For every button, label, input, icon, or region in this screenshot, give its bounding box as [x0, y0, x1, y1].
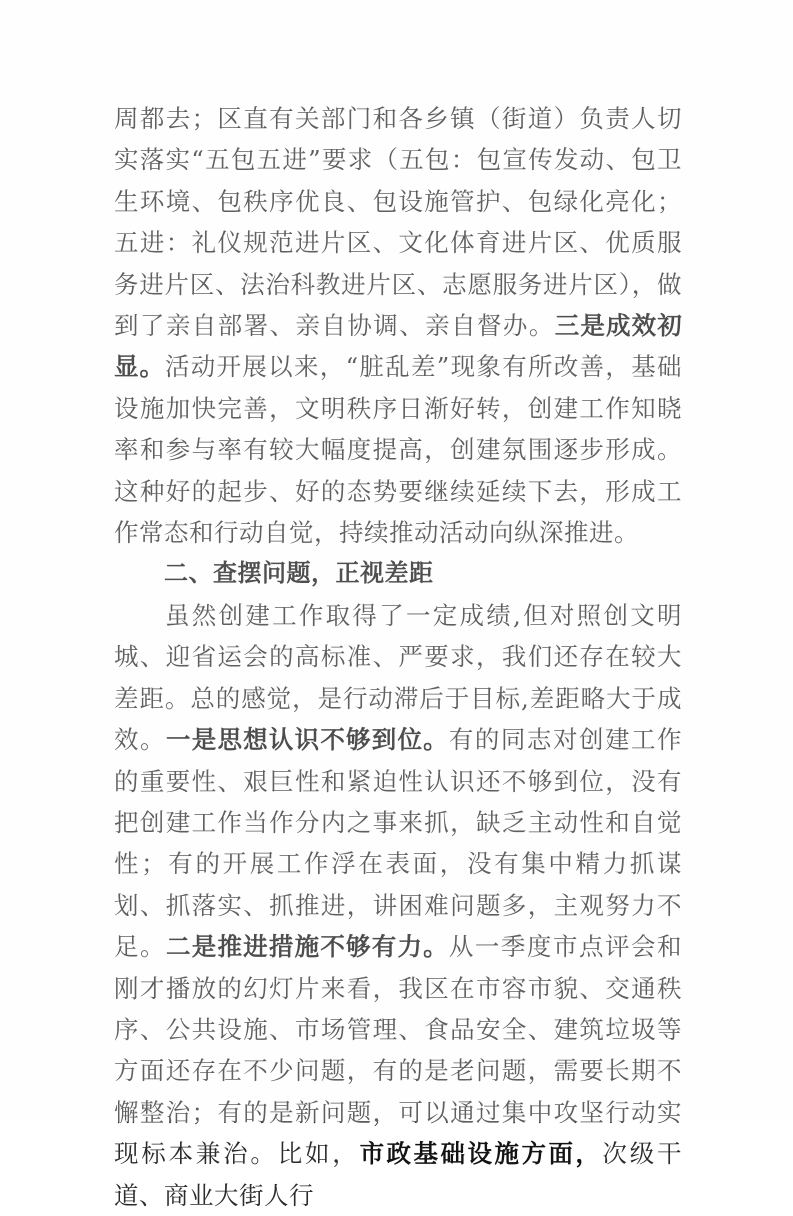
body-run: 有的同志对创建工作的重要性、艰巨性和紧迫性认识还不够到位，没有把创建工作当作分内之事来抓，缺乏主动性和自觉性；有的开展工作浮在表面，没有集中精力抓谋划、抓落实、抓推进，讲困难问题多，主观努力不足。	[114, 725, 683, 962]
text-column	[114, 98, 682, 1216]
emphasis-run: 市政基础设施方面，	[359, 1139, 603, 1169]
body-run: 次级干道、商业大街人行	[114, 1139, 682, 1210]
body-run: 活动开展以来，“脏乱差”现象有所改善，基础设施加快完善，文明秩序日渐好转，创建工作知晓率和参与率有较大幅度提高，创建氛围逐步形成。这种好的起步、好的态势要继续延续下去，形成工作常态和行动自觉，持续推动活动向纵深推进。	[114, 352, 682, 548]
section-heading-two: 二、查摆问题，正视差距	[164, 559, 434, 588]
emphasis-run: 二是推进措施不够有力。	[166, 932, 449, 962]
paragraph-problems-and-gaps	[114, 595, 682, 1216]
body-run: 虽然创建工作取得了一定成绩,但对照创文明城、迎省运会的高标准、严要求，我们还存在较大差距。总的感觉，是行动滞后于目标,差距略大于成效。	[114, 600, 682, 755]
paragraph-continued-activity-report	[114, 98, 682, 553]
emphasis-run: 一是思想认识不够到位。	[166, 725, 449, 755]
body-run: 从一季度市点评会和刚才播放的幻灯片来看，我区在市容市貌、交通秩序、公共设施、市场管理、食品安全、建筑垃圾等方面还存在不少问题，有的是老问题，需要长期不懈整治；有的是新问题，可以通过集中攻坚行动实现标本兼治。比如，	[114, 932, 683, 1169]
emphasis-run: 三是成效初显。	[114, 311, 683, 382]
body-run: 周都去；区直有关部门和各乡镇（街道）负责人切实落实“五包五进”要求（五包：包宣传发动、包卫生环境、包秩序优良、包设施管护、包绿化亮化；五进：礼仪规范进片区、文化体育进片区、优质服务进片区、法治科教进片区、志愿服务进片区），做到了亲自部署、亲自协调、亲自督办。	[114, 104, 682, 341]
